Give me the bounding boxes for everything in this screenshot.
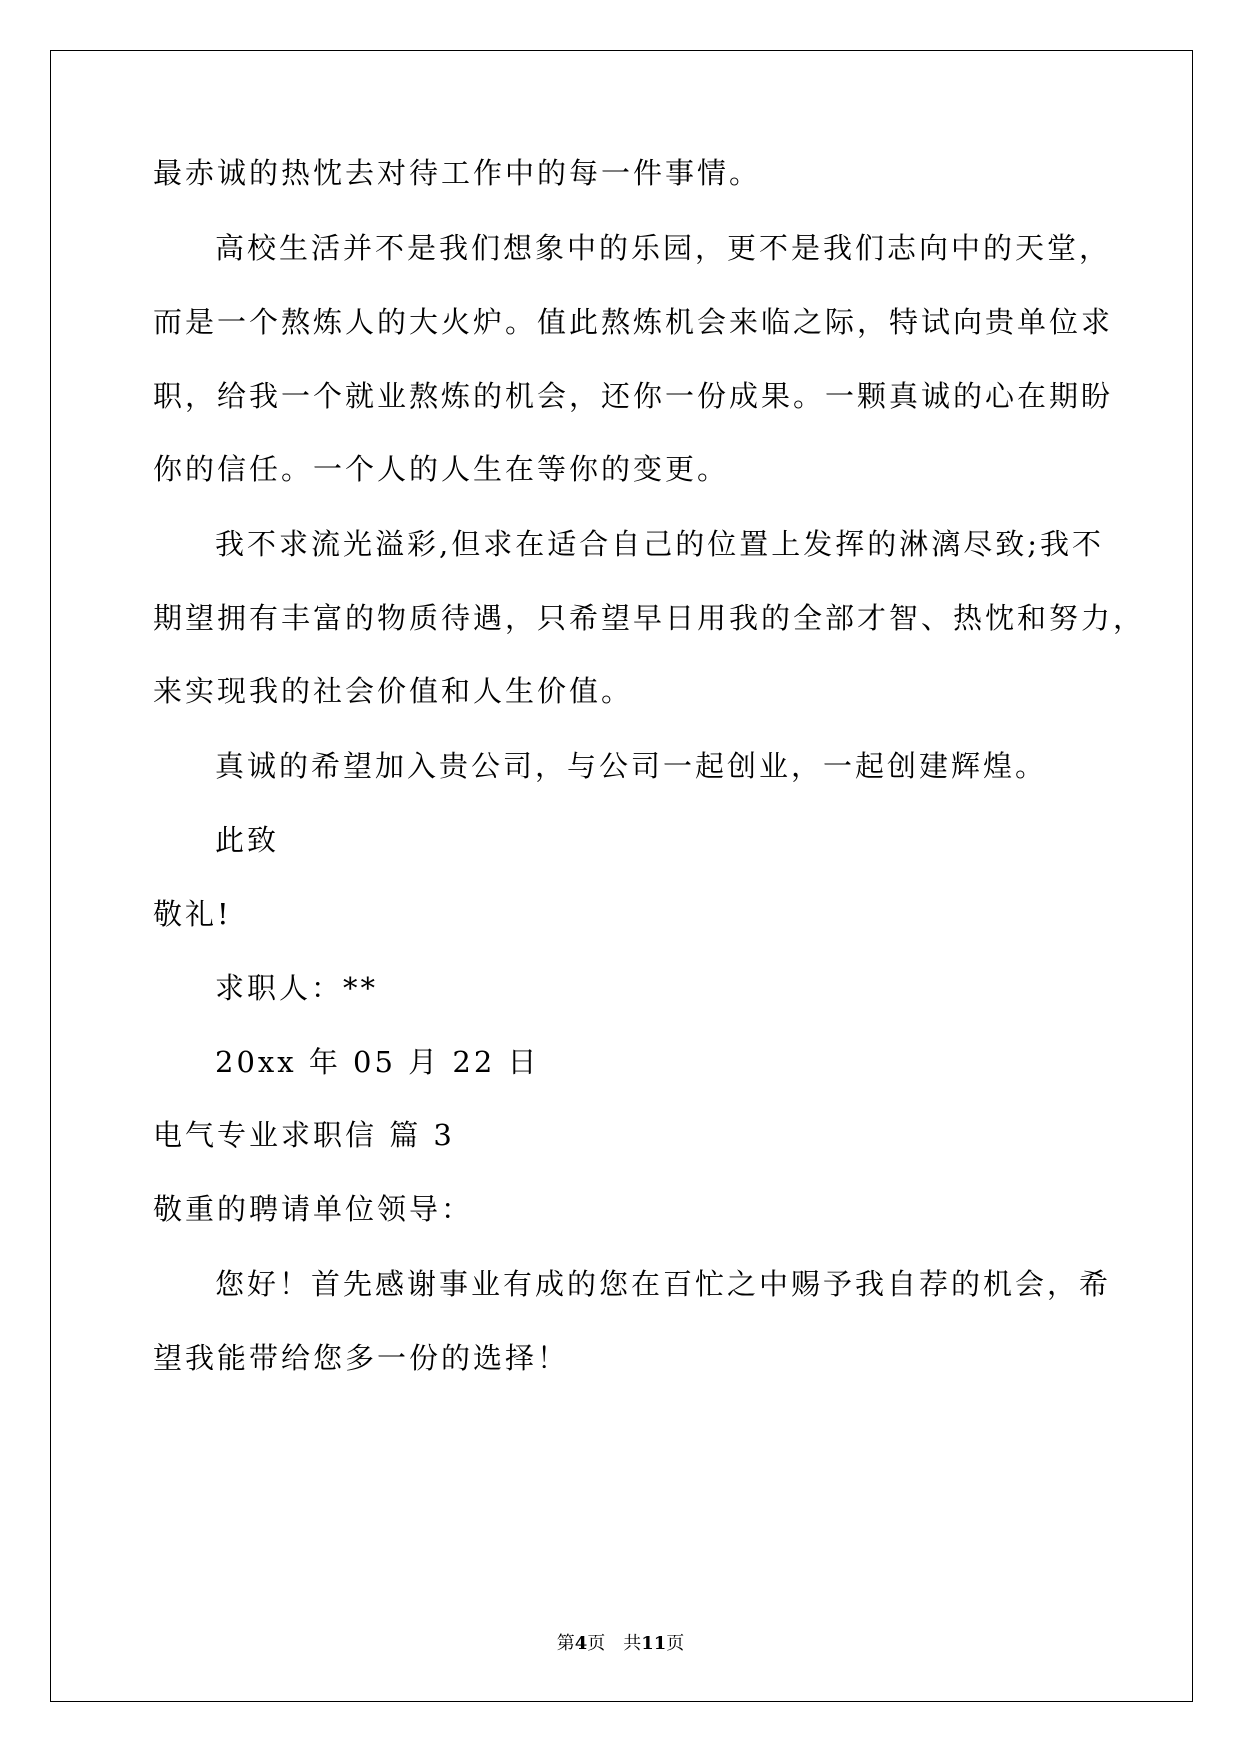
page-frame: [50, 50, 1193, 1702]
text-line: 我不求流光溢彩,但求在适合自己的位置上发挥的淋漓尽致;我不: [215, 527, 1104, 561]
footer-prefix: 第: [556, 1633, 575, 1654]
closing-salutation: 此致: [215, 823, 280, 857]
text-line: 您好！首先感谢事业有成的您在百忙之中赐予我自荐的机会，希: [215, 1267, 1112, 1301]
text-line: 高校生活并不是我们想象中的乐园，更不是我们志向中的天堂，: [215, 231, 1112, 265]
page-footer: [0, 1632, 1241, 1656]
text-line: 职，给我一个就业熬炼的机会，还你一份成果。一颗真诚的心在期盼: [153, 379, 1114, 413]
letter-date: 20xx 年 05 月 22 日: [215, 1045, 540, 1079]
applicant-signature: 求职人：**: [215, 971, 379, 1005]
closing-regards: 敬礼!: [153, 897, 232, 931]
text-line: 期望拥有丰富的物质待遇，只希望早日用我的全部才智、热忱和努力，: [153, 601, 1146, 635]
text-line: 最赤诚的热忱去对待工作中的每一件事情。: [153, 156, 762, 190]
text-line: 真诚的希望加入贵公司，与公司一起创业，一起创建辉煌。: [215, 749, 1048, 783]
footer-suffix: 页: [666, 1633, 685, 1654]
text-line: 而是一个熬炼人的大火炉。值此熬炼机会来临之际，特试向贵单位求: [153, 305, 1114, 339]
section-heading: 电气专业求职信 篇 3: [153, 1118, 455, 1152]
text-line: 你的信任。一个人的人生在等你的变更。: [153, 452, 730, 486]
greeting: 敬重的聘请单位领导：: [153, 1192, 474, 1226]
footer-mid: 页 共: [587, 1633, 642, 1654]
page-total: 11: [641, 1633, 667, 1654]
text-line: 来实现我的社会价值和人生价值。: [153, 674, 634, 708]
text-line: 望我能带给您多一份的选择！: [153, 1341, 570, 1375]
page-number: 4: [574, 1633, 588, 1654]
